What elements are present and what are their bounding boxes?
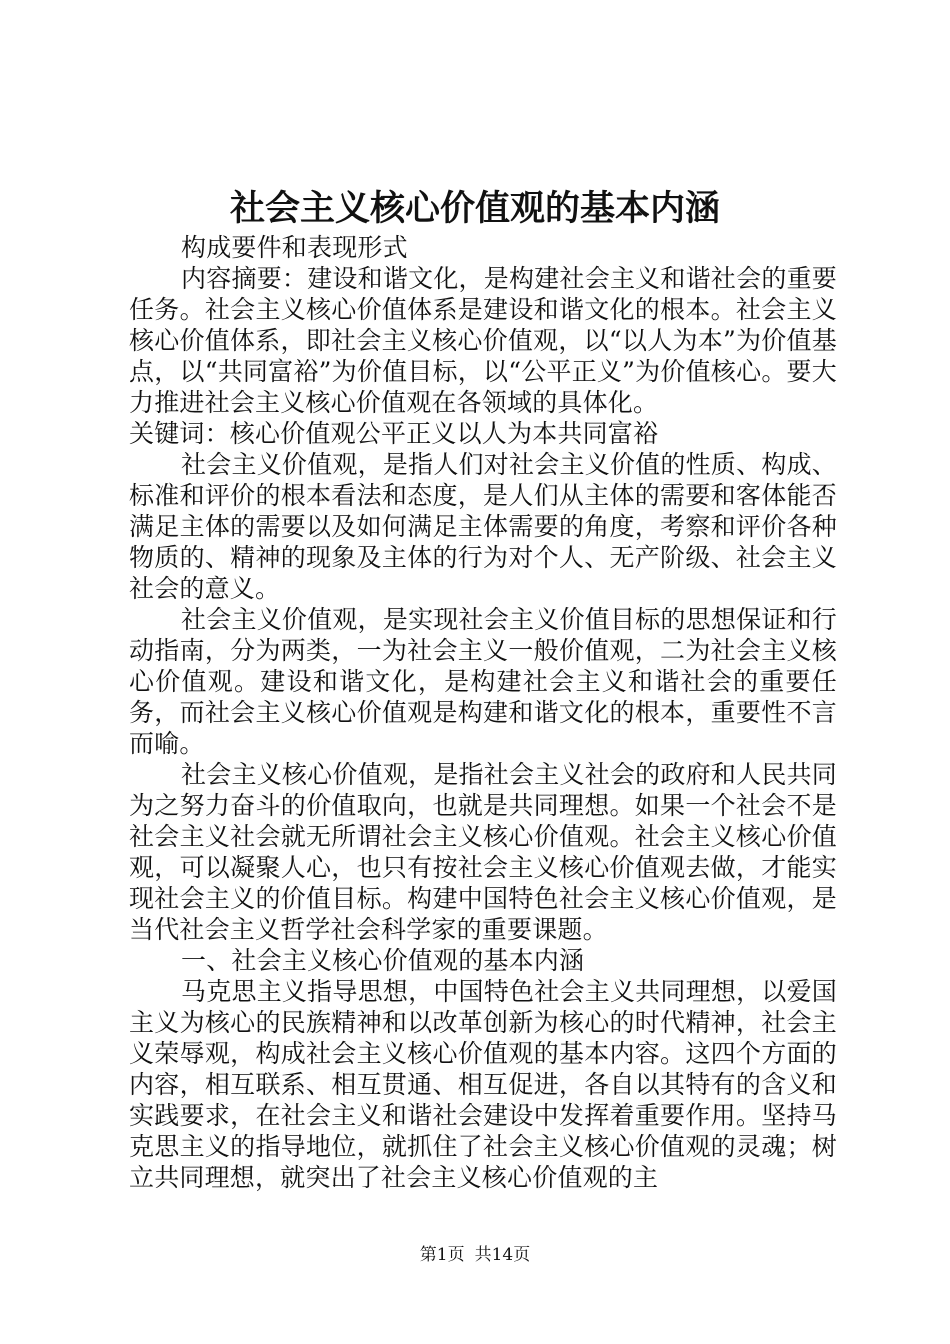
body-paragraph: 马克思主义指导思想，中国特色社会主义共同理想，以爱国主义为核心的民族精神和以改革创新为核心的时代精神，社会主义荣辱观，构成社会主义核心价值观的基本内容。这四个方面的内容，相互联系、相互贯通、相互促进，各自以其特有的含义和实践要求，在社会主义和谐社会建设中发挥着重要作用。坚持马克思主义的指导地位，就抓住了社会主义核心价值观的灵魂；树立共同理想，就突出了社会主义核心价值观的主 (129, 977, 837, 1192)
page-number: 第1页 (419, 1245, 465, 1265)
body-paragraph: 社会主义价值观，是实现社会主义价值目标的思想保证和行动指南，分为两类，一为社会主义一般价值观，二为社会主义核心价值观。建设和谐文化，是构建社会主义和谐社会的重要任务，而社会主义核心价值观是构建和谐文化的根本，重要性不言而喻。 (129, 605, 837, 758)
subtitle-paragraph: 构成要件和表现形式 (181, 233, 408, 262)
document-body (129, 232, 837, 1193)
body-paragraph: 社会主义核心价值观，是指社会主义社会的政府和人民共同为之努力奋斗的价值取向，也就是共同理想。如果一个社会不是社会主义社会就无所谓社会主义核心价值观。社会主义核心价值观，可以凝聚人心，也只有按社会主义核心价值观去做，才能实现社会主义的价值目标。构建中国特色社会主义核心价值观，是当代社会主义哲学社会科学家的重要课题。 (129, 760, 837, 944)
section-heading: 一、社会主义核心价值观的基本内涵 (181, 946, 585, 975)
keywords-paragraph: 关键词：核心价值观公平正义以人为本共同富裕 (129, 419, 659, 448)
page-total: 共14页 (474, 1245, 531, 1265)
page-footer (0, 1243, 950, 1267)
body-paragraph: 社会主义价值观，是指人们对社会主义价值的性质、构成、标准和评价的根本看法和态度，是人们从主体的需要和客体能否满足主体的需要以及如何满足主体需要的角度，考察和评价各种物质的、精神的现象及主体的行为对个人、无产阶级、社会主义社会的意义。 (129, 450, 837, 603)
abstract-paragraph: 内容摘要：建设和谐文化，是构建社会主义和谐社会的重要任务。社会主义核心价值体系是建设和谐文化的根本。社会主义核心价值体系，即社会主义核心价值观，以“以人为本”为价值基点，以“共同富裕”为价值目标，以“公平正义”为价值核心。要大力推进社会主义核心价值观在各领域的具体化。 (129, 264, 837, 417)
document-title: 社会主义核心价值观的基本内涵 (229, 188, 720, 229)
